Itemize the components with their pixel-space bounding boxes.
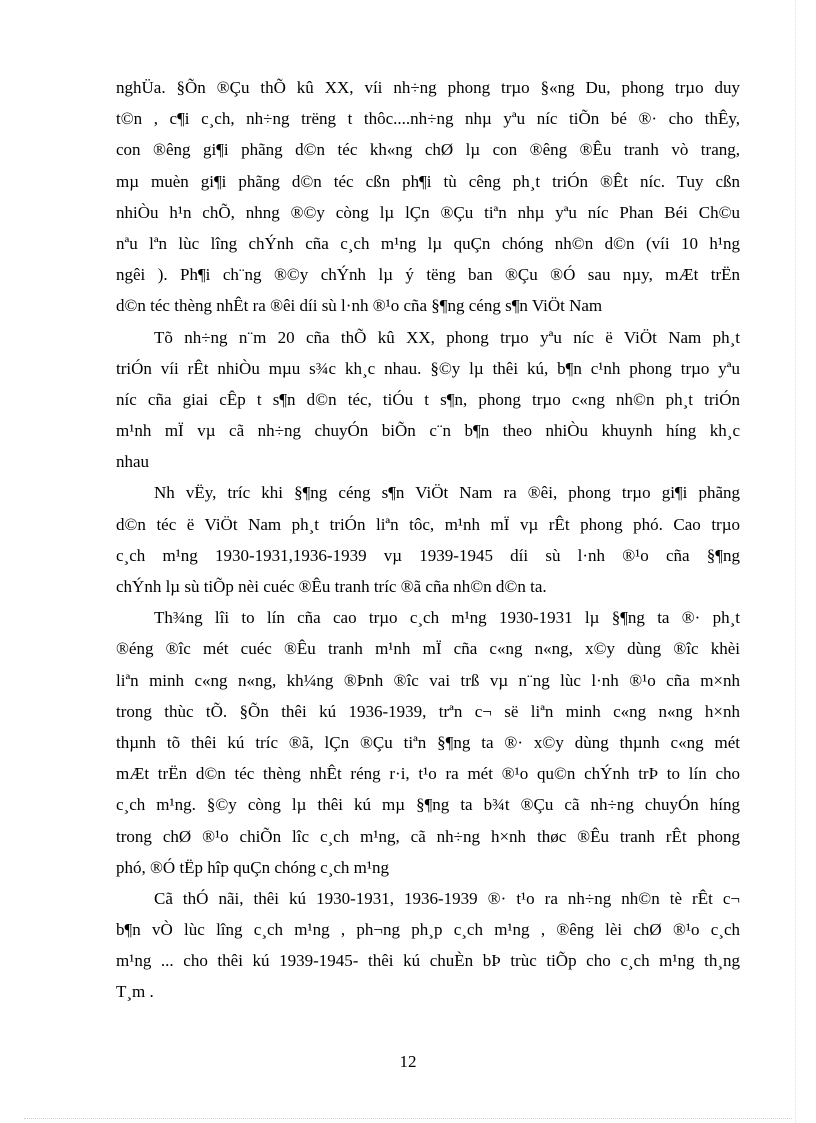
text-line: mµ muèn gi¶i phãng d©n téc cßn ph¶i tù cêng ph¸t triÓn ®Êt níc. Tuy cßn <box>116 171 740 191</box>
text-line: m¹nh mÏ vµ cã nh÷ng chuyÓn biÕn c¨n b¶n theo nhiÒu khuynh híng kh¸c <box>116 421 740 441</box>
text-line: nhiÒu h¹n chÕ, nhng ®©y còng lµ lÇn ®Çu tiªn nhµ yªu níc Phan Béi Ch©u <box>116 202 740 222</box>
page-number: 12 <box>399 1052 417 1071</box>
text-line: phó, ®Ó tËp hîp quÇn chóng c¸ch m¹ng <box>116 857 389 877</box>
page-bottom-edge <box>24 1118 792 1119</box>
text-line: liªn minh c«ng n«ng, kh¼ng ®Þnh ®îc vai trß vµ n¨ng lùc l·nh ®¹o cña m×nh <box>116 670 740 690</box>
paragraph <box>116 602 740 883</box>
text-line: Tõ nh÷ng n¨m 20 cña thÕ kû XX, phong trµo yªu níc ë ViÖt Nam ph¸t <box>154 327 740 347</box>
text-line: con ®êng gi¶i phãng d©n téc kh«ng chØ lµ con ®êng ®Êu tranh vò trang, <box>116 140 740 160</box>
text-line: nghÜa. §Õn ®Çu thÕ kû XX, víi nh÷ng phong trµo §«ng Du, phong trµo duy <box>116 78 740 97</box>
text-line: triÓn víi rÊt nhiÒu mµu s¾c kh¸c nhau. §©y lµ thêi kú, b¶n c¹nh phong trµo yªu <box>116 358 740 378</box>
text-line: d©n téc thèng nhÊt ra ®êi díi sù l·nh ®¹o cña §¶ng céng s¶n ViÖt Nam <box>116 296 603 316</box>
paragraph <box>116 883 740 1008</box>
text-line: Th¾ng lîi to lín cña cao trµo c¸ch m¹ng 1930-1931 lµ §¶ng ta ®· ph¸t <box>154 608 740 628</box>
text-line: ngêi ). Ph¶i ch¨ng ®©y chÝnh lµ ý tëng ban ®Çu ®Ó sau nµy, mÆt trËn <box>116 265 740 285</box>
text-line: t©n , c¶i c¸ch, nh÷ng trëng t thôc....nh÷ng nhµ yªu níc tiÕn bé ®· cho thÊy, <box>116 109 740 129</box>
paragraph <box>116 72 740 322</box>
text-line: d©n téc ë ViÖt Nam ph¸t triÓn liªn tôc, m¹nh mÏ vµ rÊt phong phó. Cao trµo <box>116 514 740 534</box>
page-right-edge <box>795 0 796 1123</box>
text-line: c¸ch m¹ng 1930-1931,1936-1939 vµ 1939-1945 díi sù l·nh ®¹o cña §¶ng <box>116 545 740 565</box>
text-line: Nh vËy, tríc khi §¶ng céng s¶n ViÖt Nam ra ®êi, phong trµo gi¶i phãng <box>154 483 740 503</box>
text-line: T¸m . <box>116 982 154 1002</box>
text-line: chÝnh lµ sù tiÕp nèi cuéc ®Êu tranh tríc ®ã cña nh©n d©n ta. <box>116 577 547 596</box>
text-line: trong thùc tÕ. §Õn thêi kú 1936-1939, trªn c¬ së liªn minh c«ng n«ng h×nh <box>116 701 740 721</box>
text-line: m¹ng ... cho thêi kú 1939-1945- thêi kú chuÈn bÞ trùc tiÕp cho c¸ch m¹ng th¸ng <box>116 951 740 971</box>
text-line: Cã thÓ nãi, thêi kú 1930-1931, 1936-1939 ®· t¹o ra nh÷ng nh©n tè rÊt c¬ <box>154 888 740 908</box>
body-text <box>116 72 740 1008</box>
text-line: b¶n vÒ lùc lîng c¸ch m¹ng , ph¬ng ph¸p c¸ch m¹ng , ®êng lèi chØ ®¹o c¸ch <box>116 920 740 940</box>
text-line: níc cña giai cÊp t s¶n d©n téc, tiÓu t s¶n, phong trµo c«ng nh©n ph¸t triÓn <box>116 389 740 409</box>
text-line: mÆt trËn d©n téc thèng nhÊt réng r·i, t¹o ra mét ®¹o qu©n chÝnh trÞ to lín cho <box>116 764 740 784</box>
text-line: trong chØ ®¹o chiÕn lîc c¸ch m¹ng, cã nh÷ng h×nh thøc ®Êu tranh rÊt phong <box>116 826 740 846</box>
text-line: thµnh tõ thêi kú tríc ®ã, lÇn ®Çu tiªn §¶ng ta ®· x©y dùng thµnh c«ng mét <box>116 732 740 752</box>
text-line: c¸ch m¹ng. §©y còng lµ thêi kú mµ §¶ng ta b¾t ®Çu cã nh÷ng chuyÓn híng <box>116 795 740 815</box>
text-line: ®éng ®îc mét cuéc ®Êu tranh m¹nh mÏ cña c«ng n«ng, x©y dùng ®îc khèi <box>116 639 740 659</box>
paragraph <box>116 477 740 602</box>
text-line: nªu lªn lùc lîng chÝnh cña c¸ch m¹ng lµ quÇn chóng nh©n d©n (víi 10 h¹ng <box>116 233 740 253</box>
text-line: nhau <box>116 452 150 472</box>
paragraph <box>116 322 740 478</box>
